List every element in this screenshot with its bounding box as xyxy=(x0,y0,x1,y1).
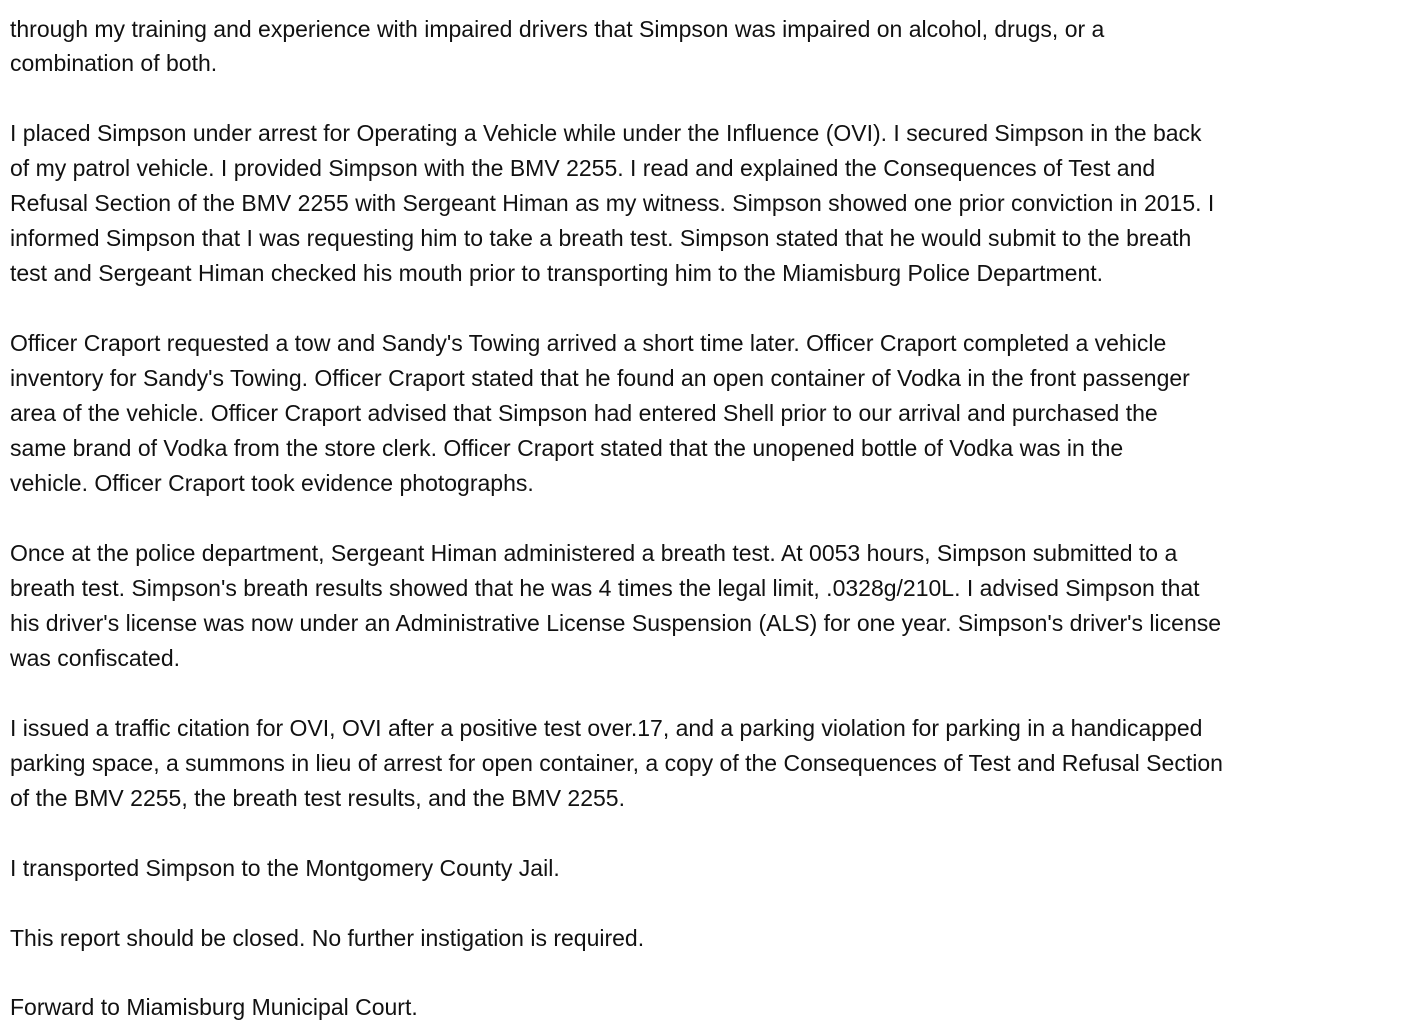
text-line: vehicle. Officer Craport took evidence photographs. xyxy=(10,470,534,496)
text-line: through my training and experience with impaired drivers that Simpson was impaired on alcohol, drugs, or a xyxy=(10,16,1105,42)
text-line: was confiscated. xyxy=(10,645,181,671)
text-line: I placed Simpson under arrest for Operating a Vehicle while under the Influence (OVI). I secured Simpson in the back xyxy=(10,120,1202,146)
text-line: informed Simpson that I was requesting him to take a breath test. Simpson stated that he would submit to the breath xyxy=(10,225,1192,251)
text-line: Once at the police department, Sergeant Himan administered a breath test. At 0053 hours, Simpson submitted to a xyxy=(10,540,1178,566)
text-line: of the BMV 2255, the breath test results, and the BMV 2255. xyxy=(10,785,625,811)
text-line: Forward to Miamisburg Municipal Court. xyxy=(10,994,418,1020)
text-line: Refusal Section of the BMV 2255 with Sergeant Himan as my witness. Simpson showed one prior conviction in 2015. I xyxy=(10,190,1215,216)
text-line: same brand of Vodka from the store clerk. Officer Craport stated that the unopened bottle of Vodka was in the xyxy=(10,435,1124,461)
text-line: I issued a traffic citation for OVI, OVI after a positive test over.17, and a parking violation for parking in a handicapped xyxy=(10,715,1203,741)
text-line: test and Sergeant Himan checked his mouth prior to transporting him to the Miamisburg Police Department. xyxy=(10,260,1104,286)
text-line: Officer Craport requested a tow and Sandy's Towing arrived a short time later. Officer Craport completed a vehicle xyxy=(10,330,1167,356)
text-line: parking space, a summons in lieu of arrest for open container, a copy of the Consequences of Test and Refusal Section xyxy=(10,750,1223,776)
text-line: combination of both. xyxy=(10,50,218,76)
text-line: of my patrol vehicle. I provided Simpson with the BMV 2255. I read and explained the Consequences of Test and xyxy=(10,155,1156,181)
text-line: I transported Simpson to the Montgomery County Jail. xyxy=(10,855,560,881)
text-line: area of the vehicle. Officer Craport advised that Simpson had entered Shell prior to our arrival and purchased the xyxy=(10,400,1158,426)
text-line: inventory for Sandy's Towing. Officer Craport stated that he found an open container of Vodka in the front passenger xyxy=(10,365,1190,391)
text-line: his driver's license was now under an Administrative License Suspension (ALS) for one year. Simpson's driver's license xyxy=(10,610,1222,636)
text-line: breath test. Simpson's breath results showed that he was 4 times the legal limit, .0328g/210L. I advised Simpson that xyxy=(10,575,1200,601)
text-line: This report should be closed. No further instigation is required. xyxy=(10,925,645,951)
